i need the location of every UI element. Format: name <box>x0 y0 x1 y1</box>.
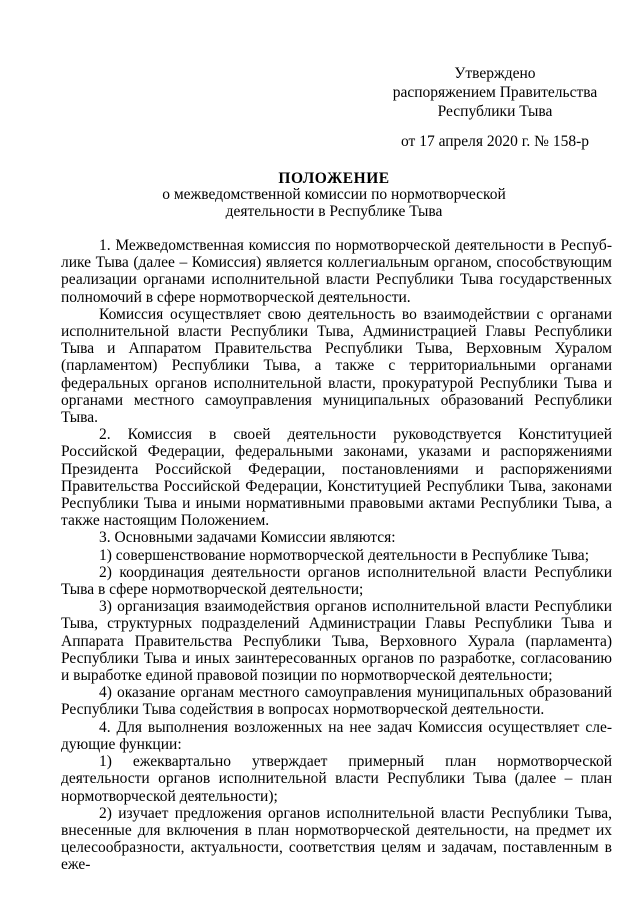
paragraph-3-item-3: 3) организация взаимодействия органов исполнительной власти Республики Тыва, структурных подразделений Администрации Главы Республики Тыва и Аппарата Правительства Республики Тыва, Верховного Хурала (парламента) Республики Тыва и иных заинтересованных органов по разработке, согласованию и выработке единой правовой позиции по нормотворческой деятельности; <box>61 598 612 685</box>
approval-block <box>380 64 610 151</box>
subtitle-line-1: о межведомственной комиссии по нормотворческой <box>162 186 506 203</box>
approval-label: Утверждено <box>454 65 536 82</box>
paragraph-3-item-1: 1) совершенствование нормотворческой деятельности в Республике Тыва; <box>99 546 589 564</box>
document-body <box>61 237 612 874</box>
document-title: ПОЛОЖЕНИЕ <box>278 170 390 187</box>
paragraph-2: 2. Комиссия в своей деятельности руководствуется Конституцией Российской Федерации, федеральными законами, указами и распоряжениями Президента Российской Федерации, постановлениями и распоряжениями Правительства Российской Федерации, Конституцией Республики Тыва, законами Республики Тыва и иными нормативными правовыми актами Республики Тыва, а также настоящим Положением. <box>61 426 612 530</box>
paragraph-4-item-2: 2) изучает предложения органов исполнительной власти Республики Тыва, внесенные для включения в план нормотворческой деятельности, на предмет их целесообразности, актуальности, соответствия целям и задачам, поставленным в еже- <box>61 804 612 874</box>
subtitle-line-2: деятельности в Республике Тыва <box>225 203 443 220</box>
paragraph-1: 1. Межведомственная комиссия по нормотворческой деятельности в Республике Тыва (далее – Комиссия) является коллегиальным органом, способствующим реализации органами исполнительной власти Республики Тыва государственных полномочий в сфере нормотворческой деятельности. <box>61 237 612 306</box>
paragraph-4: 4. Для выполнения возложенных на нее задач Комиссия осуществляет следующие функции: <box>61 718 612 753</box>
paragraph-4-item-1: 1) ежеквартально утверждает примерный план нормотворческой деятельности органов исполнительной власти Республики Тыва (далее – план нормотворческой деятельности); <box>61 753 612 805</box>
paragraph-1-cont: Комиссия осуществляет свою деятельность во взаимодействии с органами исполнительной власти Республики Тыва, Администрацией Главы Республики Тыва и Аппаратом Правительства Республики Тыва, Верховным Хуралом (парламентом) Республики Тыва, а также с территориальными органами федеральных органов исполнительной власти, прокуратурой Республики Тыва и органами местного самоуправления муниципальных образований Республики Тыва. <box>61 305 612 427</box>
paragraph-3: 3. Основными задачами Комиссии являются: <box>99 529 396 547</box>
paragraph-3-item-4: 4) оказание органам местного самоуправления муниципальных образований Республики Тыва содействия в вопросах нормотворческой деятельности. <box>61 684 612 719</box>
approval-authority: распоряжением Правительства <box>392 84 598 101</box>
approval-date: от 17 апреля 2020 г. № 158-р <box>401 133 589 150</box>
approval-authority-region: Республики Тыва <box>437 103 553 120</box>
paragraph-3-item-2: 2) координация деятельности органов исполнительной власти Республики Тыва в сфере нормотворческой деятельности; <box>61 563 612 599</box>
document-subtitle <box>60 186 608 220</box>
